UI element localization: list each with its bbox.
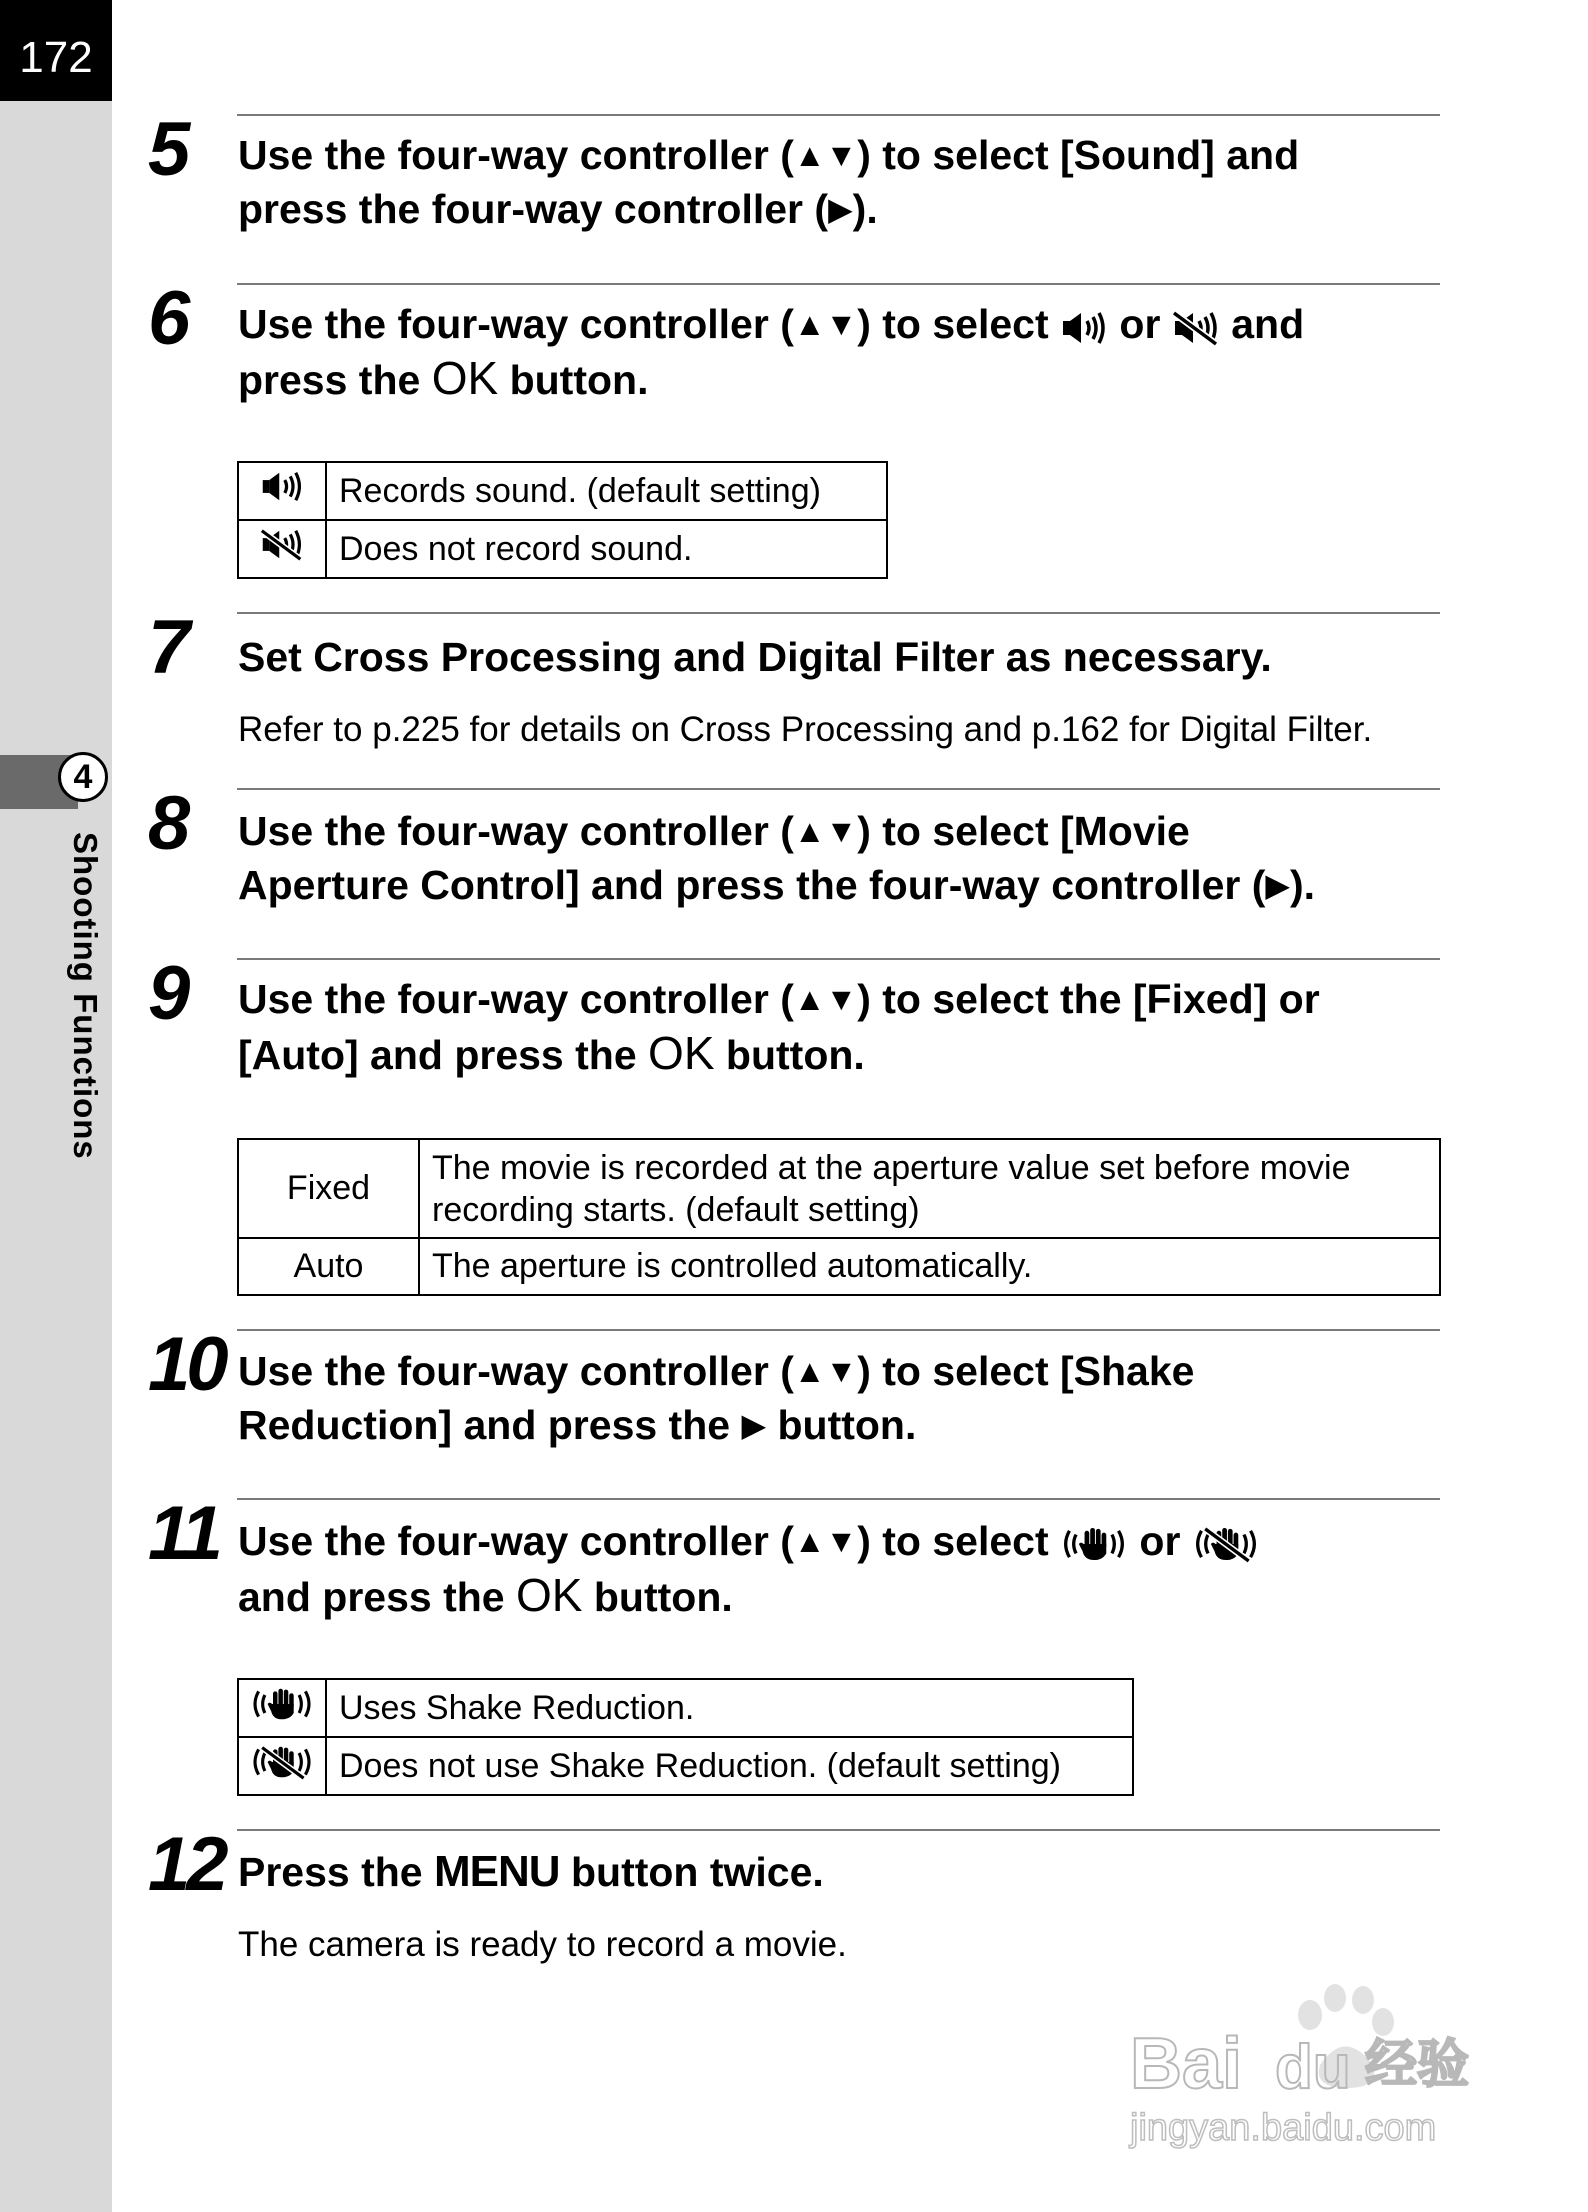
table-cell-text: The aperture is controlled automatically.	[419, 1238, 1440, 1295]
step-divider	[237, 1829, 1440, 1831]
watermark-url: jingyan.baidu.com	[1130, 2107, 1437, 2149]
page-number-box	[0, 0, 112, 101]
chapter-title: Shooting Functions	[67, 832, 104, 1160]
table-cell-label: Fixed	[238, 1139, 419, 1238]
table-cell-text: Records sound. (default setting)	[326, 462, 887, 520]
step-10-text: Use the four-way controller (▲▼) to select [Shake Reduction] and press the ▶ button.	[238, 1348, 1195, 1448]
table-cell-icon	[238, 520, 326, 578]
step-12-text: Press the MENU button twice.	[238, 1847, 824, 1896]
step-7-title: Set Cross Processing and Digital Filter as necessary.	[238, 634, 1272, 680]
step-number: 8	[148, 781, 187, 866]
shake-reduction-off-icon	[1192, 1525, 1260, 1563]
table-row	[238, 1238, 1440, 1295]
watermark-brand-2: du	[1275, 2033, 1351, 2102]
chapter-number: 4	[58, 752, 108, 802]
step-8-text: Use the four-way controller (▲▼) to select [Movie Aperture Control] and press the four-way controller (▶).	[238, 808, 1316, 908]
sound-on-icon	[1060, 310, 1108, 346]
step-number: 6	[148, 276, 187, 361]
step-number: 11	[148, 1491, 219, 1576]
baidu-watermark	[1125, 1970, 1505, 2160]
step-divider	[237, 114, 1440, 116]
step-divider	[237, 283, 1440, 285]
table-cell-label: Auto	[238, 1238, 419, 1295]
step-12-body: The camera is ready to record a movie.	[238, 1925, 847, 1964]
ok-button-glyph: OK	[648, 1027, 715, 1079]
table-row	[238, 462, 887, 520]
table-cell-text: Does not use Shake Reduction. (default setting)	[326, 1737, 1133, 1795]
step-5-text: Use the four-way controller (▲▼) to select [Sound] and press the four-way controller (▶).	[238, 132, 1300, 232]
step-number: 9	[148, 951, 187, 1036]
menu-button-glyph: MENU	[434, 1847, 560, 1896]
ok-button-glyph: OK	[431, 352, 499, 404]
step-11-text: Use the four-way controller (▲▼) to select or and press the OK button.	[238, 1514, 1458, 1624]
table-cell-icon	[238, 1737, 326, 1795]
step-7-body: Refer to p.225 for details on Cross Processing and p.162 for Digital Filter.	[238, 710, 1373, 749]
table-cell-icon	[238, 462, 326, 520]
page-number: 172	[19, 33, 93, 82]
sound-on-icon	[260, 470, 304, 503]
watermark-brand: Bai	[1130, 2024, 1243, 2104]
table-cell-text: Does not record sound.	[326, 520, 887, 578]
table-cell-icon	[238, 1679, 326, 1737]
shake-reduction-on-icon	[249, 1686, 315, 1722]
sound-off-icon	[260, 528, 304, 561]
table-cell-text: The movie is recorded at the aperture value set before movie recording starts. (default setting)	[419, 1139, 1440, 1238]
step-6-text: Use the four-way controller (▲▼) to select or and press the OK button.	[238, 301, 1305, 404]
shake-reduction-on-icon	[1060, 1525, 1128, 1563]
table-row	[238, 1139, 1440, 1238]
step-divider	[237, 788, 1440, 790]
step-divider	[237, 612, 1440, 614]
aperture-table	[237, 1138, 1441, 1296]
step-number: 12	[148, 1822, 225, 1907]
shake-reduction-off-icon	[249, 1744, 315, 1780]
sound-table	[237, 461, 888, 579]
table-cell-text: Uses Shake Reduction.	[326, 1679, 1133, 1737]
table-row	[238, 1679, 1133, 1737]
sound-off-icon	[1172, 310, 1220, 346]
step-number: 5	[148, 107, 187, 192]
step-divider	[237, 958, 1440, 960]
step-divider	[237, 1498, 1440, 1500]
table-row	[238, 1737, 1133, 1795]
step-number: 7	[148, 605, 187, 690]
step-9-text: Use the four-way controller (▲▼) to select the [Fixed] or [Auto] and press the OK button.	[238, 976, 1320, 1079]
watermark-brand-cn: 经验	[1365, 2035, 1470, 2095]
shake-table	[237, 1678, 1134, 1796]
ok-button-glyph: OK	[516, 1569, 583, 1621]
table-row	[238, 520, 887, 578]
step-number: 10	[148, 1322, 225, 1407]
step-divider	[237, 1329, 1440, 1331]
